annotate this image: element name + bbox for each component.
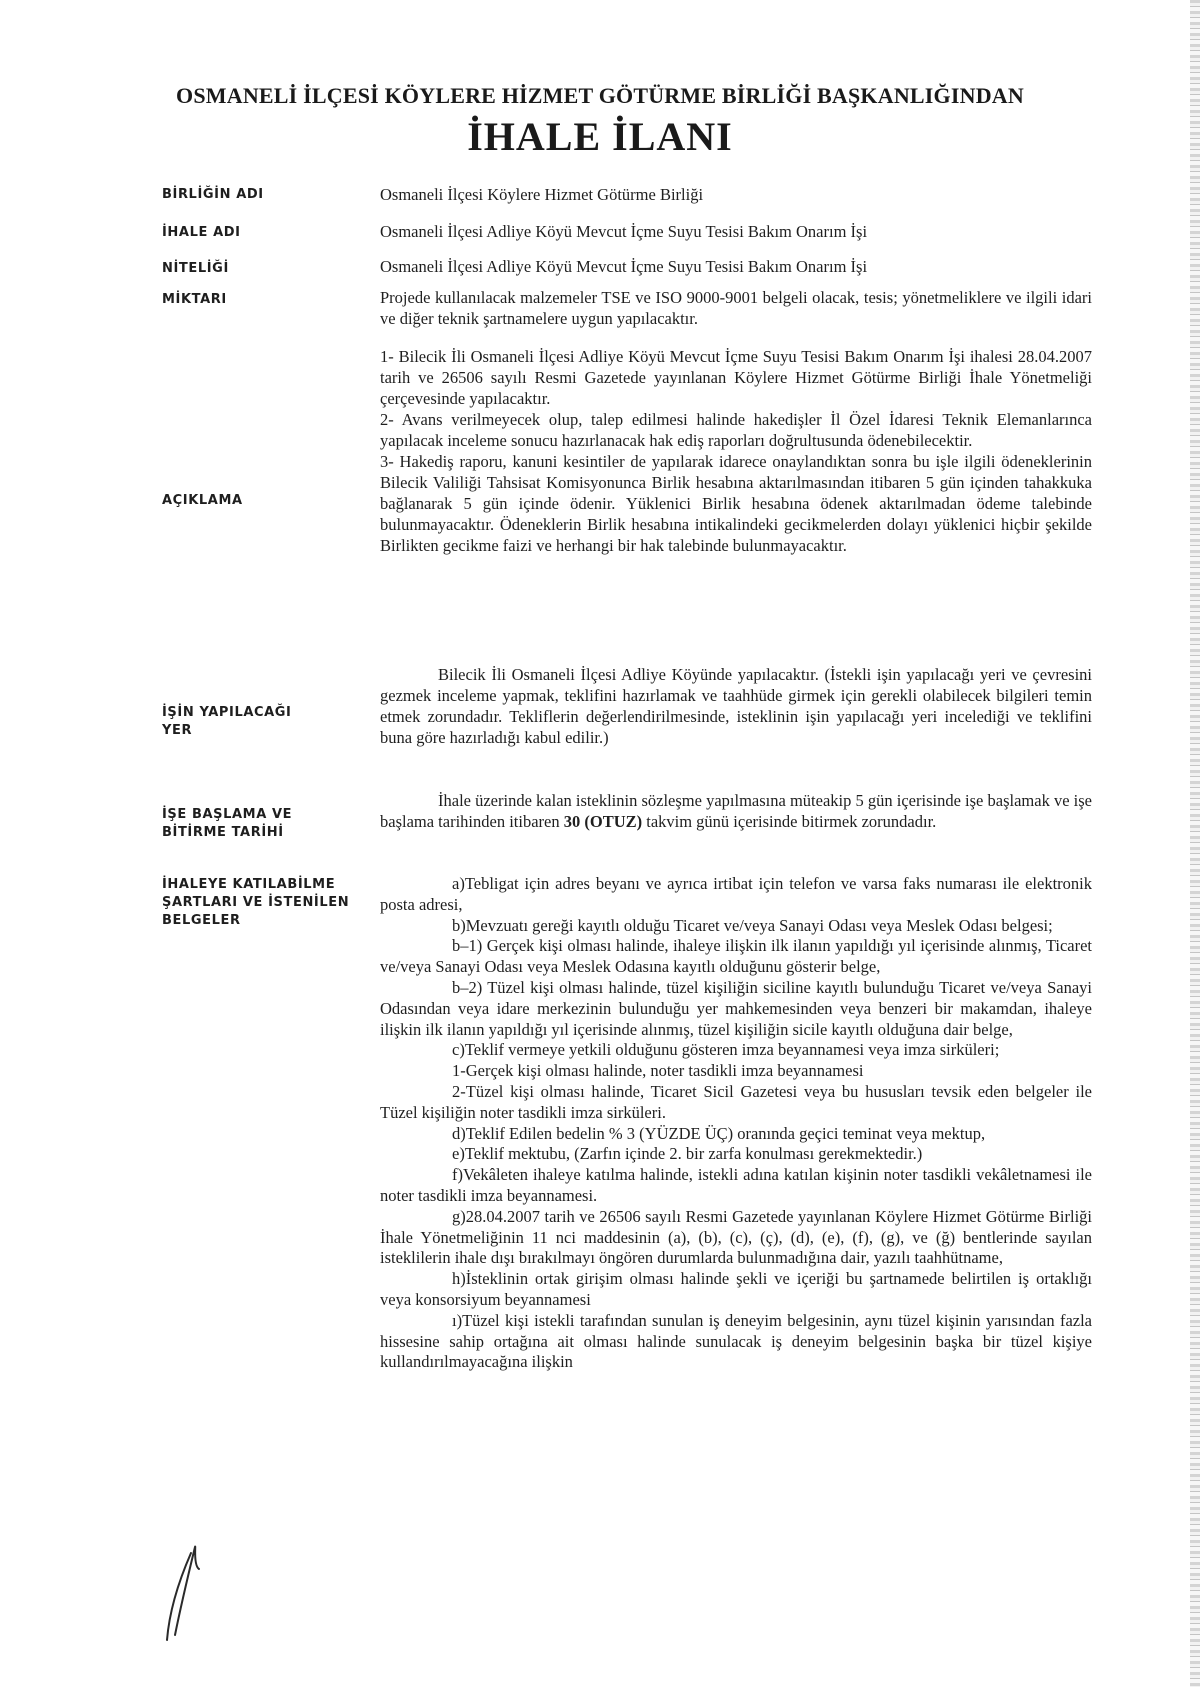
tarih-paragraph <box>380 790 1092 832</box>
sart-item-c2: 2-Tüzel kişi olması halinde, Ticaret Sicil Gazetesi veya bu hususları tevsik eden belgeler ile Tüzel kişiliğin noter tasdikli imza sirküleri. <box>380 1081 1092 1122</box>
sart-item-g: g)28.04.2007 tarih ve 26506 sayılı Resmi Gazetede yayınlanan Köylere Hizmet Götürme Birliği İhale Yönetmeliğinin 11 nci maddesinin (a), (b), (c), (ç), (d), (e), (f), (g), ve (ğ) bentlerinde sayılan isteklilerin ihale dışı bırakılmayı öngören durumlarda bulunmadığına dair, yazılı taahhütname, <box>380 1206 1092 1268</box>
aciklama-item-1: 1- Bilecik İli Osmaneli İlçesi Adliye Köyü Mevcut İçme Suyu Tesisi Bakım Onarım İşi ihalesi 28.04.2007 tarih ve 26506 sayılı Resmi Gazetede yayınlanan Köylere Hizmet Götürme Birliği İhale Yönetmeliği çerçevesinde yapılacaktır. <box>380 347 1092 408</box>
value-yer <box>380 664 1092 748</box>
scan-edge <box>1190 0 1200 1687</box>
sart-item-c: c)Teklif vermeye yetkili olduğunu gösteren imza beyannamesi veya imza sirküleri; <box>452 1040 1000 1060</box>
label-sartlar: İHALEYE KATILABİLME ŞARTLARI VE İSTENİLEN BELGELER <box>162 877 350 928</box>
sart-item-d: d)Teklif Edilen bedelin % 3 (YÜZDE ÜÇ) oranında geçici teminat veya mektup, <box>452 1123 986 1143</box>
notice-title: İHALE İLANI <box>467 114 733 159</box>
label-birlik-adi: BİRLİĞİN ADI <box>162 187 264 202</box>
sart-item-b2: b–2) Tüzel kişi olması halinde, tüzel kişiliğin siciline kayıtlı bulunduğu Ticaret ve/veya Sanayi Odasından veya idare merkezinin bulunduğu yer mahkemesinden veya benzeri bir makamdan, ihaleye ilişkin ilk ilanın yapıldığı yıl içerisinde alınmış, tüzel kişiliğin sicile kayıtlı olduğuna dair belge, <box>380 977 1092 1039</box>
value-ihale-adi: Osmaneli İlçesi Adliye Köyü Mevcut İçme Suyu Tesisi Bakım Onarım İşi <box>380 222 868 241</box>
value-sartlar <box>380 874 1092 1373</box>
label-ihale-adi: İHALE ADI <box>162 225 241 240</box>
notice-header <box>0 82 1200 160</box>
label-tarih: İŞE BAŞLAMA VE BİTİRME TARİHİ <box>162 807 293 840</box>
label-aciklama: AÇIKLAMA <box>162 493 243 508</box>
sart-item-f: f)Vekâleten ihaleye katılma halinde, istekli adına katılan kişinin noter tasdikli vekâletnamesi ile noter tasdikli imza beyannamesi. <box>380 1165 1092 1205</box>
issuer-line: OSMANELİ İLÇESİ KÖYLERE HİZMET GÖTÜRME BİRLİĞİ BAŞKANLIĞINDAN <box>176 83 1024 108</box>
label-miktari: MİKTARI <box>162 292 227 307</box>
tarih-duration: 30 (OTUZ) <box>563 812 643 831</box>
value-aciklama <box>380 346 1092 556</box>
sart-item-h: h)İsteklinin ortak girişim olması halinde şekli ve içeriği bu şartnamede belirtilen iş ortaklığı veya konsorsiyum beyannamesi <box>380 1269 1092 1309</box>
sart-item-b: b)Mevzuatı gereği kayıtlı olduğu Ticaret ve/veya Sanayi Odası veya Meslek Odası belgesi; <box>452 915 1053 935</box>
value-niteligi: Osmaneli İlçesi Adliye Köyü Mevcut İçme Suyu Tesisi Bakım Onarım İşi <box>380 257 868 276</box>
label-yer: İŞİN YAPILACAĞI YER <box>162 705 292 738</box>
value-tarih <box>380 790 1092 832</box>
sart-item-i: ı)Tüzel kişi istekli tarafından sunulan iş deneyim belgesinin, aynı tüzel kişinin yarısından fazla hissesine sahip ortağına ait olması halinde sunulacak iş deneyim belgesinin başka bir tüzel kişiye kullandırılmayacağına ilişkin <box>380 1310 1092 1372</box>
label-niteligi: NİTELİĞİ <box>162 261 229 276</box>
tarih-text-before: İhale üzerinde kalan isteklinin sözleşme yapılmasına müteakip 5 gün içerisinde işe başlamak ve işe başlama tarihinden itibaren <box>380 791 1092 831</box>
yer-paragraph: Bilecik İli Osmaneli İlçesi Adliye Köyünde yapılacaktır. (İstekli işin yapılacağı yeri ve çevresini gezmek inceleme yapmak, teklifini hazırlamak ve taahhüde girmek için gerekli olabilecek bilgileri temin etmek zorundadır. Tekliflerin değerlendirilmesinde, isteklinin işin yapılacağı yeri incelediği ve teklifini buna göre hazırladığı kabul edilir.) <box>380 665 1092 747</box>
signature-mark <box>155 1535 215 1645</box>
sart-item-b1: b–1) Gerçek kişi olması halinde, ihaleye ilişkin ilk ilanın yapıldığı yıl içerisinde alınmış, Ticaret ve/veya Sanayi Odası veya Meslek Odasına kayıtlı olduğunu gösterir belge, <box>380 936 1092 977</box>
sart-item-a: a)Tebligat için adres beyanı ve ayrıca irtibat için telefon ve varsa faks numarası ile elektronik posta adresi, <box>380 874 1092 914</box>
sart-item-c1: 1-Gerçek kişi olması halinde, noter tasdikli imza beyannamesi <box>452 1061 864 1081</box>
sart-item-e: e)Teklif mektubu, (Zarfın içinde 2. bir zarfa konulması gerekmektedir.) <box>452 1144 923 1164</box>
value-miktari: Projede kullanılacak malzemeler TSE ve ISO 9000-9001 belgeli olacak, tesis; yönetmeliklere ve ilgili idari ve diğer teknik şartnamelere uygun yapılacaktır. <box>380 288 1092 328</box>
tarih-text-after: takvim günü içerisinde bitirmek zorundadır. <box>642 812 937 831</box>
aciklama-item-3: 3- Hakediş raporu, kanuni kesintiler de yapılarak idarece onaylandıktan sonra bu işle ilgili ödeneklerinin Bilecik Valiliği Tahsisat Komisyonunca Birlik hesabına aktarılmasından itibaren 5 gün içinden tahakkuka bağlanarak 5 gün içinde ödenir. Yüklenici Birlik hesabına ödenek aktarılmadan ödeme talebinde bulunmayacaktır. Ödeneklerin Birlik hesabına intikalindeki gecikmelerden dolayı yüklenici hiçbir şekilde Birlikten gecikme faizi ve herhangi bir hak talebinde bulunmayacaktır. <box>380 452 1092 555</box>
value-birlik-adi: Osmaneli İlçesi Köylere Hizmet Götürme Birliği <box>380 185 704 204</box>
aciklama-item-2: 2- Avans verilmeyecek olup, talep edilmesi halinde hakedişler İl Özel İdaresi Teknik Elemanlarınca yapılacak inceleme sonucu hazırlanacak hak ediş raporları doğrultusunda ödenebilecektir. <box>380 410 1092 450</box>
